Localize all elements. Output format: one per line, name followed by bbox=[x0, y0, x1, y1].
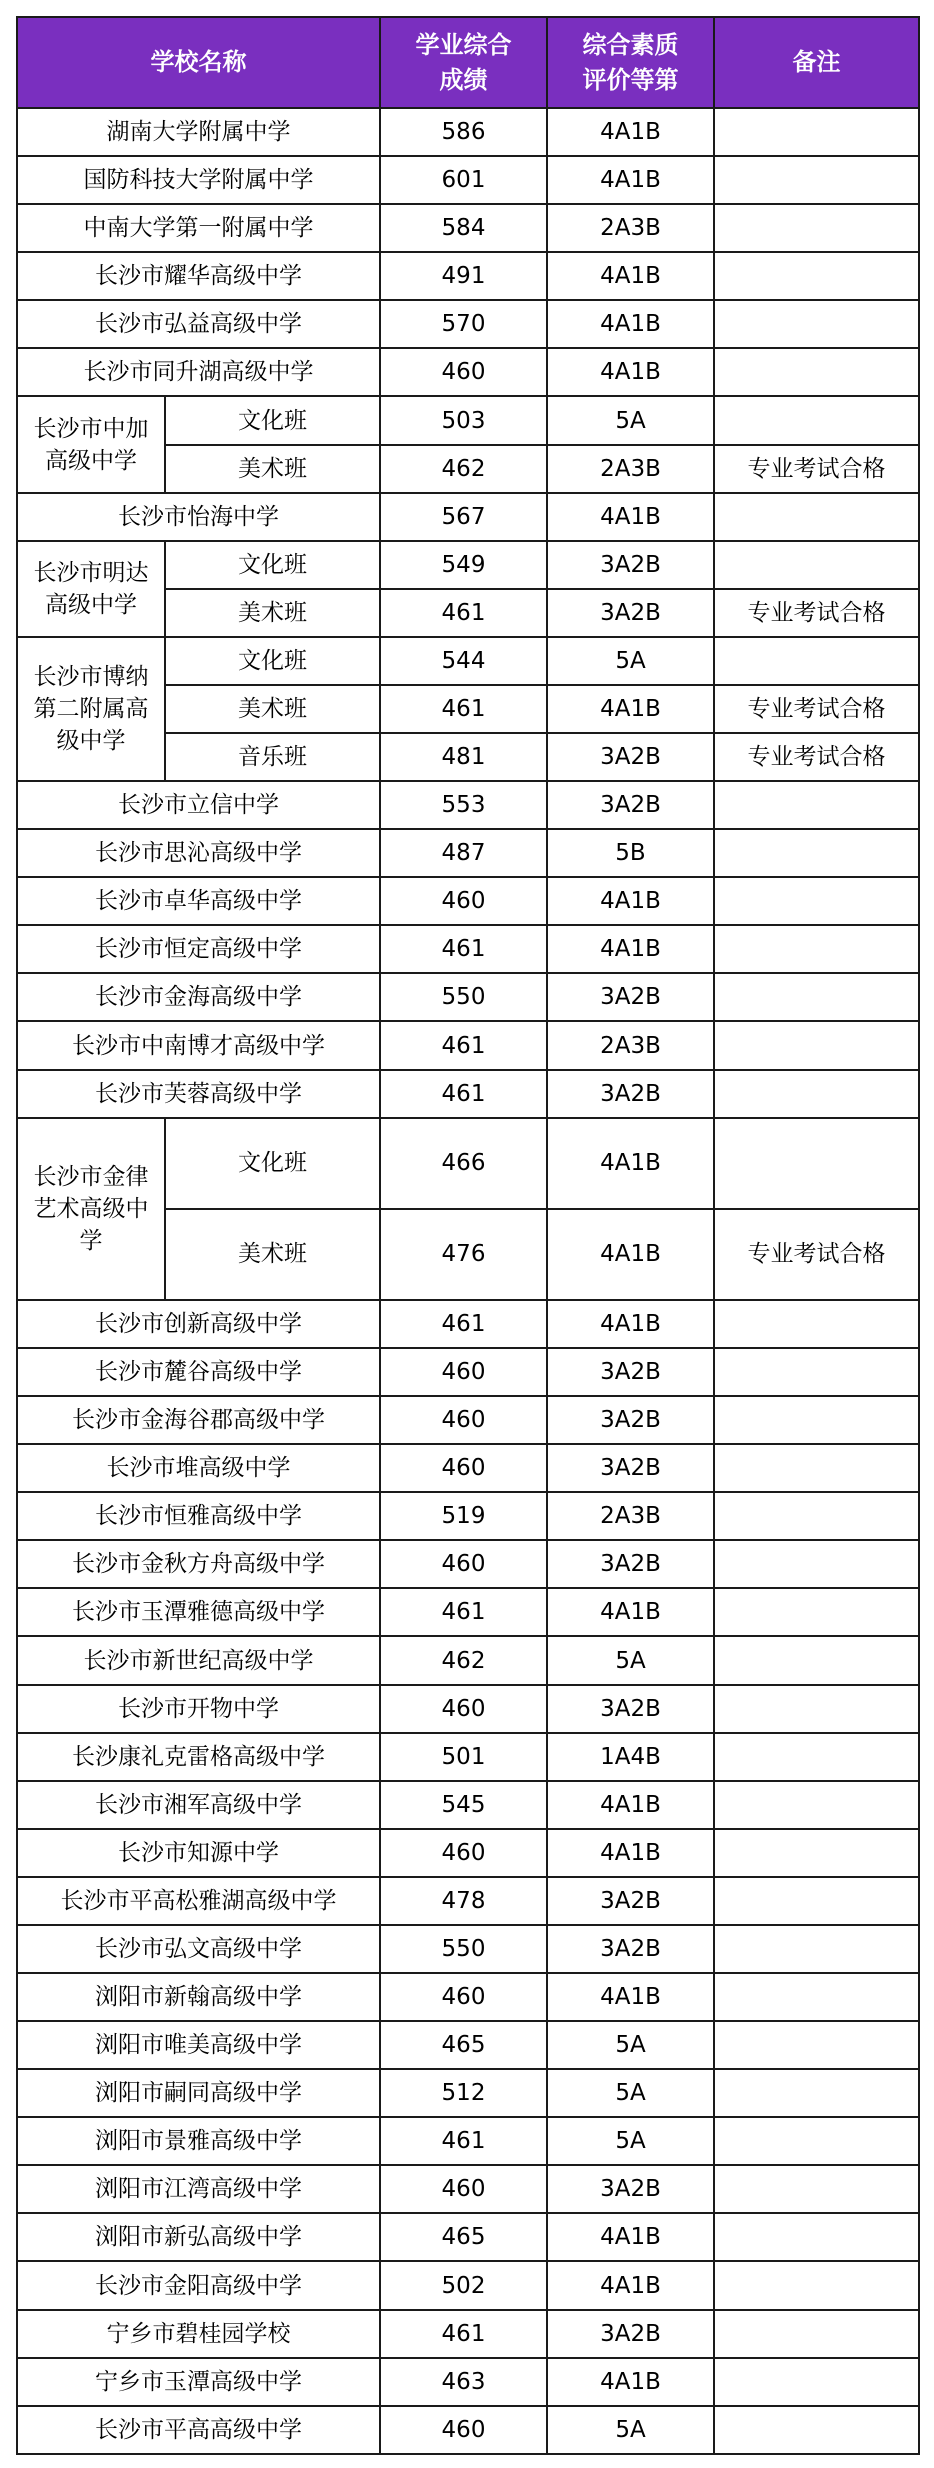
note-cell bbox=[714, 1540, 919, 1588]
grade-cell: 3A2B bbox=[547, 781, 714, 829]
school-name-cell: 长沙市恒定高级中学 bbox=[17, 925, 380, 973]
school-name-cell: 长沙市玉潭雅德高级中学 bbox=[17, 1588, 380, 1636]
note-cell: 专业考试合格 bbox=[714, 589, 919, 637]
grade-cell: 4A1B bbox=[547, 877, 714, 925]
grade-cell: 2A3B bbox=[547, 1021, 714, 1069]
grade-cell: 5A bbox=[547, 2069, 714, 2117]
note-cell bbox=[714, 2358, 919, 2406]
grade-cell: 3A2B bbox=[547, 2165, 714, 2213]
table-row bbox=[17, 541, 919, 589]
score-cell: 550 bbox=[380, 973, 547, 1021]
score-cell: 461 bbox=[380, 925, 547, 973]
grade-cell: 5A bbox=[547, 2021, 714, 2069]
grade-cell: 4A1B bbox=[547, 2213, 714, 2261]
note-cell bbox=[714, 1348, 919, 1396]
note-cell bbox=[714, 2117, 919, 2165]
class-type-cell: 美术班 bbox=[165, 685, 380, 733]
note-cell: 专业考试合格 bbox=[714, 733, 919, 781]
grade-cell: 4A1B bbox=[547, 156, 714, 204]
note-cell bbox=[714, 1492, 919, 1540]
class-type-cell: 美术班 bbox=[165, 589, 380, 637]
table-row bbox=[17, 1021, 919, 1069]
grade-cell: 3A2B bbox=[547, 1925, 714, 1973]
note-cell bbox=[714, 637, 919, 685]
note-cell bbox=[714, 1021, 919, 1069]
note-cell bbox=[714, 925, 919, 973]
score-cell: 567 bbox=[380, 493, 547, 541]
note-cell bbox=[714, 2261, 919, 2309]
grade-cell: 4A1B bbox=[547, 2261, 714, 2309]
school-name-cell: 长沙市耀华高级中学 bbox=[17, 252, 380, 300]
table-row bbox=[17, 493, 919, 541]
score-cell: 460 bbox=[380, 877, 547, 925]
grade-cell: 4A1B bbox=[547, 2358, 714, 2406]
grade-cell: 5A bbox=[547, 2406, 714, 2454]
table-row bbox=[17, 637, 919, 685]
table-row bbox=[17, 1733, 919, 1781]
score-cell: 601 bbox=[380, 156, 547, 204]
table-row bbox=[17, 108, 919, 156]
header-grade: 综合素质 评价等第 bbox=[547, 17, 714, 108]
school-name-cell: 浏阳市唯美高级中学 bbox=[17, 2021, 380, 2069]
score-cell: 461 bbox=[380, 2310, 547, 2358]
note-cell bbox=[714, 2021, 919, 2069]
grade-cell: 4A1B bbox=[547, 1781, 714, 1829]
school-name-cell: 长沙康礼克雷格高级中学 bbox=[17, 1733, 380, 1781]
note-cell bbox=[714, 108, 919, 156]
grade-cell: 4A1B bbox=[547, 1118, 714, 1209]
school-name-cell: 浏阳市嗣同高级中学 bbox=[17, 2069, 380, 2117]
score-cell: 545 bbox=[380, 1781, 547, 1829]
class-type-cell: 文化班 bbox=[165, 1118, 380, 1209]
score-cell: 550 bbox=[380, 1925, 547, 1973]
table-row bbox=[17, 2069, 919, 2117]
note-cell bbox=[714, 1070, 919, 1118]
table-row bbox=[17, 2261, 919, 2309]
table-row bbox=[17, 1973, 919, 2021]
score-cell: 501 bbox=[380, 1733, 547, 1781]
school-name-cell: 长沙市金海高级中学 bbox=[17, 973, 380, 1021]
school-name-cell: 长沙市卓华高级中学 bbox=[17, 877, 380, 925]
grade-cell: 5A bbox=[547, 1636, 714, 1684]
grade-cell: 3A2B bbox=[547, 2310, 714, 2358]
score-cell: 519 bbox=[380, 1492, 547, 1540]
note-cell: 专业考试合格 bbox=[714, 445, 919, 493]
note-cell bbox=[714, 1877, 919, 1925]
note-cell bbox=[714, 2069, 919, 2117]
grade-cell: 5A bbox=[547, 396, 714, 444]
note-cell bbox=[714, 1118, 919, 1209]
grade-cell: 2A3B bbox=[547, 1492, 714, 1540]
table-row bbox=[17, 1925, 919, 1973]
table-row bbox=[17, 781, 919, 829]
school-group-cell: 长沙市博纳 第二附属高 级中学 bbox=[17, 637, 165, 781]
table-body bbox=[17, 108, 919, 2454]
grade-cell: 5A bbox=[547, 637, 714, 685]
note-cell bbox=[714, 156, 919, 204]
grade-cell: 4A1B bbox=[547, 493, 714, 541]
admission-score-table bbox=[16, 16, 920, 2455]
score-cell: 462 bbox=[380, 1636, 547, 1684]
school-name-cell: 长沙市怡海中学 bbox=[17, 493, 380, 541]
grade-cell: 3A2B bbox=[547, 973, 714, 1021]
class-type-cell: 音乐班 bbox=[165, 733, 380, 781]
grade-cell: 3A2B bbox=[547, 733, 714, 781]
score-cell: 460 bbox=[380, 1444, 547, 1492]
school-name-cell: 长沙市麓谷高级中学 bbox=[17, 1348, 380, 1396]
school-name-cell: 长沙市湘军高级中学 bbox=[17, 1781, 380, 1829]
score-cell: 461 bbox=[380, 589, 547, 637]
school-name-cell: 长沙市创新高级中学 bbox=[17, 1300, 380, 1348]
table-row bbox=[17, 348, 919, 396]
table-row bbox=[17, 973, 919, 1021]
school-name-cell: 长沙市弘文高级中学 bbox=[17, 1925, 380, 1973]
score-cell: 553 bbox=[380, 781, 547, 829]
note-cell bbox=[714, 1829, 919, 1877]
note-cell bbox=[714, 829, 919, 877]
grade-cell: 3A2B bbox=[547, 589, 714, 637]
school-name-cell: 浏阳市新弘高级中学 bbox=[17, 2213, 380, 2261]
note-cell bbox=[714, 973, 919, 1021]
school-name-cell: 长沙市金阳高级中学 bbox=[17, 2261, 380, 2309]
school-name-cell: 长沙市弘益高级中学 bbox=[17, 300, 380, 348]
note-cell bbox=[714, 2165, 919, 2213]
note-cell bbox=[714, 541, 919, 589]
school-name-cell: 长沙市开物中学 bbox=[17, 1685, 380, 1733]
school-name-cell: 长沙市金秋方舟高级中学 bbox=[17, 1540, 380, 1588]
grade-cell: 3A2B bbox=[547, 1444, 714, 1492]
school-name-cell: 长沙市知源中学 bbox=[17, 1829, 380, 1877]
grade-cell: 2A3B bbox=[547, 204, 714, 252]
table-header-row bbox=[17, 17, 919, 108]
score-cell: 461 bbox=[380, 1588, 547, 1636]
school-name-cell: 长沙市堆高级中学 bbox=[17, 1444, 380, 1492]
score-cell: 502 bbox=[380, 2261, 547, 2309]
school-name-cell: 长沙市平高松雅湖高级中学 bbox=[17, 1877, 380, 1925]
school-name-cell: 浏阳市景雅高级中学 bbox=[17, 2117, 380, 2165]
class-type-cell: 文化班 bbox=[165, 637, 380, 685]
note-cell bbox=[714, 348, 919, 396]
note-cell: 专业考试合格 bbox=[714, 685, 919, 733]
grade-cell: 3A2B bbox=[547, 1877, 714, 1925]
grade-cell: 3A2B bbox=[547, 1396, 714, 1444]
grade-cell: 3A2B bbox=[547, 541, 714, 589]
grade-cell: 3A2B bbox=[547, 1348, 714, 1396]
score-cell: 460 bbox=[380, 2406, 547, 2454]
score-cell: 460 bbox=[380, 2165, 547, 2213]
table-row bbox=[17, 204, 919, 252]
score-cell: 503 bbox=[380, 396, 547, 444]
score-cell: 460 bbox=[380, 348, 547, 396]
table-row bbox=[17, 1492, 919, 1540]
grade-cell: 5A bbox=[547, 2117, 714, 2165]
grade-cell: 4A1B bbox=[547, 1300, 714, 1348]
table-row bbox=[17, 2117, 919, 2165]
note-cell bbox=[714, 1396, 919, 1444]
school-name-cell: 长沙市金海谷郡高级中学 bbox=[17, 1396, 380, 1444]
school-name-cell: 湖南大学附属中学 bbox=[17, 108, 380, 156]
class-type-cell: 美术班 bbox=[165, 1209, 380, 1300]
table-row bbox=[17, 1829, 919, 1877]
score-cell: 461 bbox=[380, 1070, 547, 1118]
table-row bbox=[17, 1118, 919, 1209]
note-cell bbox=[714, 1973, 919, 2021]
score-cell: 465 bbox=[380, 2021, 547, 2069]
table-row bbox=[17, 2165, 919, 2213]
score-cell: 461 bbox=[380, 2117, 547, 2165]
score-cell: 460 bbox=[380, 1540, 547, 1588]
score-cell: 476 bbox=[380, 1209, 547, 1300]
score-cell: 549 bbox=[380, 541, 547, 589]
score-cell: 466 bbox=[380, 1118, 547, 1209]
score-cell: 461 bbox=[380, 685, 547, 733]
score-cell: 478 bbox=[380, 1877, 547, 1925]
score-cell: 460 bbox=[380, 1348, 547, 1396]
school-name-cell: 长沙市中南博才高级中学 bbox=[17, 1021, 380, 1069]
grade-cell: 4A1B bbox=[547, 1588, 714, 1636]
grade-cell: 3A2B bbox=[547, 1540, 714, 1588]
table-row bbox=[17, 829, 919, 877]
table-row bbox=[17, 1070, 919, 1118]
note-cell bbox=[714, 1588, 919, 1636]
score-cell: 570 bbox=[380, 300, 547, 348]
note-cell bbox=[714, 877, 919, 925]
score-cell: 584 bbox=[380, 204, 547, 252]
table-row bbox=[17, 1636, 919, 1684]
school-name-cell: 长沙市思沁高级中学 bbox=[17, 829, 380, 877]
header-note: 备注 bbox=[714, 17, 919, 108]
class-type-cell: 文化班 bbox=[165, 396, 380, 444]
table-row bbox=[17, 2358, 919, 2406]
grade-cell: 3A2B bbox=[547, 1685, 714, 1733]
note-cell bbox=[714, 252, 919, 300]
note-cell bbox=[714, 2406, 919, 2454]
table-row bbox=[17, 2406, 919, 2454]
table-row bbox=[17, 1300, 919, 1348]
header-score: 学业综合 成绩 bbox=[380, 17, 547, 108]
school-name-cell: 中南大学第一附属中学 bbox=[17, 204, 380, 252]
score-cell: 460 bbox=[380, 1396, 547, 1444]
school-name-cell: 国防科技大学附属中学 bbox=[17, 156, 380, 204]
table-row bbox=[17, 396, 919, 444]
score-cell: 544 bbox=[380, 637, 547, 685]
school-name-cell: 宁乡市碧桂园学校 bbox=[17, 2310, 380, 2358]
grade-cell: 4A1B bbox=[547, 925, 714, 973]
score-cell: 460 bbox=[380, 1973, 547, 2021]
grade-cell: 2A3B bbox=[547, 445, 714, 493]
note-cell bbox=[714, 396, 919, 444]
table-row bbox=[17, 1396, 919, 1444]
note-cell bbox=[714, 2213, 919, 2261]
score-cell: 463 bbox=[380, 2358, 547, 2406]
school-group-cell: 长沙市明达 高级中学 bbox=[17, 541, 165, 637]
table-row bbox=[17, 877, 919, 925]
school-name-cell: 长沙市立信中学 bbox=[17, 781, 380, 829]
note-cell bbox=[714, 493, 919, 541]
table-row bbox=[17, 2213, 919, 2261]
school-name-cell: 浏阳市新翰高级中学 bbox=[17, 1973, 380, 2021]
note-cell bbox=[714, 1636, 919, 1684]
grade-cell: 1A4B bbox=[547, 1733, 714, 1781]
note-cell bbox=[714, 1685, 919, 1733]
grade-cell: 4A1B bbox=[547, 685, 714, 733]
score-cell: 462 bbox=[380, 445, 547, 493]
school-name-cell: 长沙市芙蓉高级中学 bbox=[17, 1070, 380, 1118]
grade-cell: 4A1B bbox=[547, 252, 714, 300]
school-name-cell: 长沙市恒雅高级中学 bbox=[17, 1492, 380, 1540]
header-school-name: 学校名称 bbox=[17, 17, 380, 108]
grade-cell: 4A1B bbox=[547, 300, 714, 348]
table-row bbox=[17, 252, 919, 300]
school-group-cell: 长沙市中加 高级中学 bbox=[17, 396, 165, 492]
note-cell bbox=[714, 1300, 919, 1348]
grade-cell: 3A2B bbox=[547, 1070, 714, 1118]
school-name-cell: 浏阳市江湾高级中学 bbox=[17, 2165, 380, 2213]
school-name-cell: 宁乡市玉潭高级中学 bbox=[17, 2358, 380, 2406]
grade-cell: 4A1B bbox=[547, 108, 714, 156]
score-cell: 512 bbox=[380, 2069, 547, 2117]
table-row bbox=[17, 1877, 919, 1925]
table-row bbox=[17, 1540, 919, 1588]
table-row bbox=[17, 156, 919, 204]
note-cell bbox=[714, 781, 919, 829]
note-cell bbox=[714, 1781, 919, 1829]
score-cell: 461 bbox=[380, 1300, 547, 1348]
table-row bbox=[17, 1348, 919, 1396]
note-cell bbox=[714, 1444, 919, 1492]
table-row bbox=[17, 1781, 919, 1829]
score-cell: 487 bbox=[380, 829, 547, 877]
school-name-cell: 长沙市平高高级中学 bbox=[17, 2406, 380, 2454]
note-cell bbox=[714, 204, 919, 252]
score-cell: 491 bbox=[380, 252, 547, 300]
score-cell: 465 bbox=[380, 2213, 547, 2261]
grade-cell: 4A1B bbox=[547, 1973, 714, 2021]
grade-cell: 4A1B bbox=[547, 1829, 714, 1877]
table-row bbox=[17, 2310, 919, 2358]
grade-cell: 4A1B bbox=[547, 1209, 714, 1300]
note-cell bbox=[714, 1925, 919, 1973]
note-cell bbox=[714, 1733, 919, 1781]
score-cell: 460 bbox=[380, 1829, 547, 1877]
table-row bbox=[17, 1444, 919, 1492]
school-group-cell: 长沙市金律 艺术高级中 学 bbox=[17, 1118, 165, 1300]
table-row bbox=[17, 1685, 919, 1733]
note-cell bbox=[714, 300, 919, 348]
class-type-cell: 美术班 bbox=[165, 445, 380, 493]
class-type-cell: 文化班 bbox=[165, 541, 380, 589]
table-row bbox=[17, 1588, 919, 1636]
score-cell: 586 bbox=[380, 108, 547, 156]
note-cell: 专业考试合格 bbox=[714, 1209, 919, 1300]
table-row bbox=[17, 2021, 919, 2069]
school-name-cell: 长沙市新世纪高级中学 bbox=[17, 1636, 380, 1684]
grade-cell: 4A1B bbox=[547, 348, 714, 396]
score-cell: 481 bbox=[380, 733, 547, 781]
table-row bbox=[17, 925, 919, 973]
grade-cell: 5B bbox=[547, 829, 714, 877]
score-cell: 460 bbox=[380, 1685, 547, 1733]
school-name-cell: 长沙市同升湖高级中学 bbox=[17, 348, 380, 396]
table-row bbox=[17, 300, 919, 348]
note-cell bbox=[714, 2310, 919, 2358]
score-cell: 461 bbox=[380, 1021, 547, 1069]
